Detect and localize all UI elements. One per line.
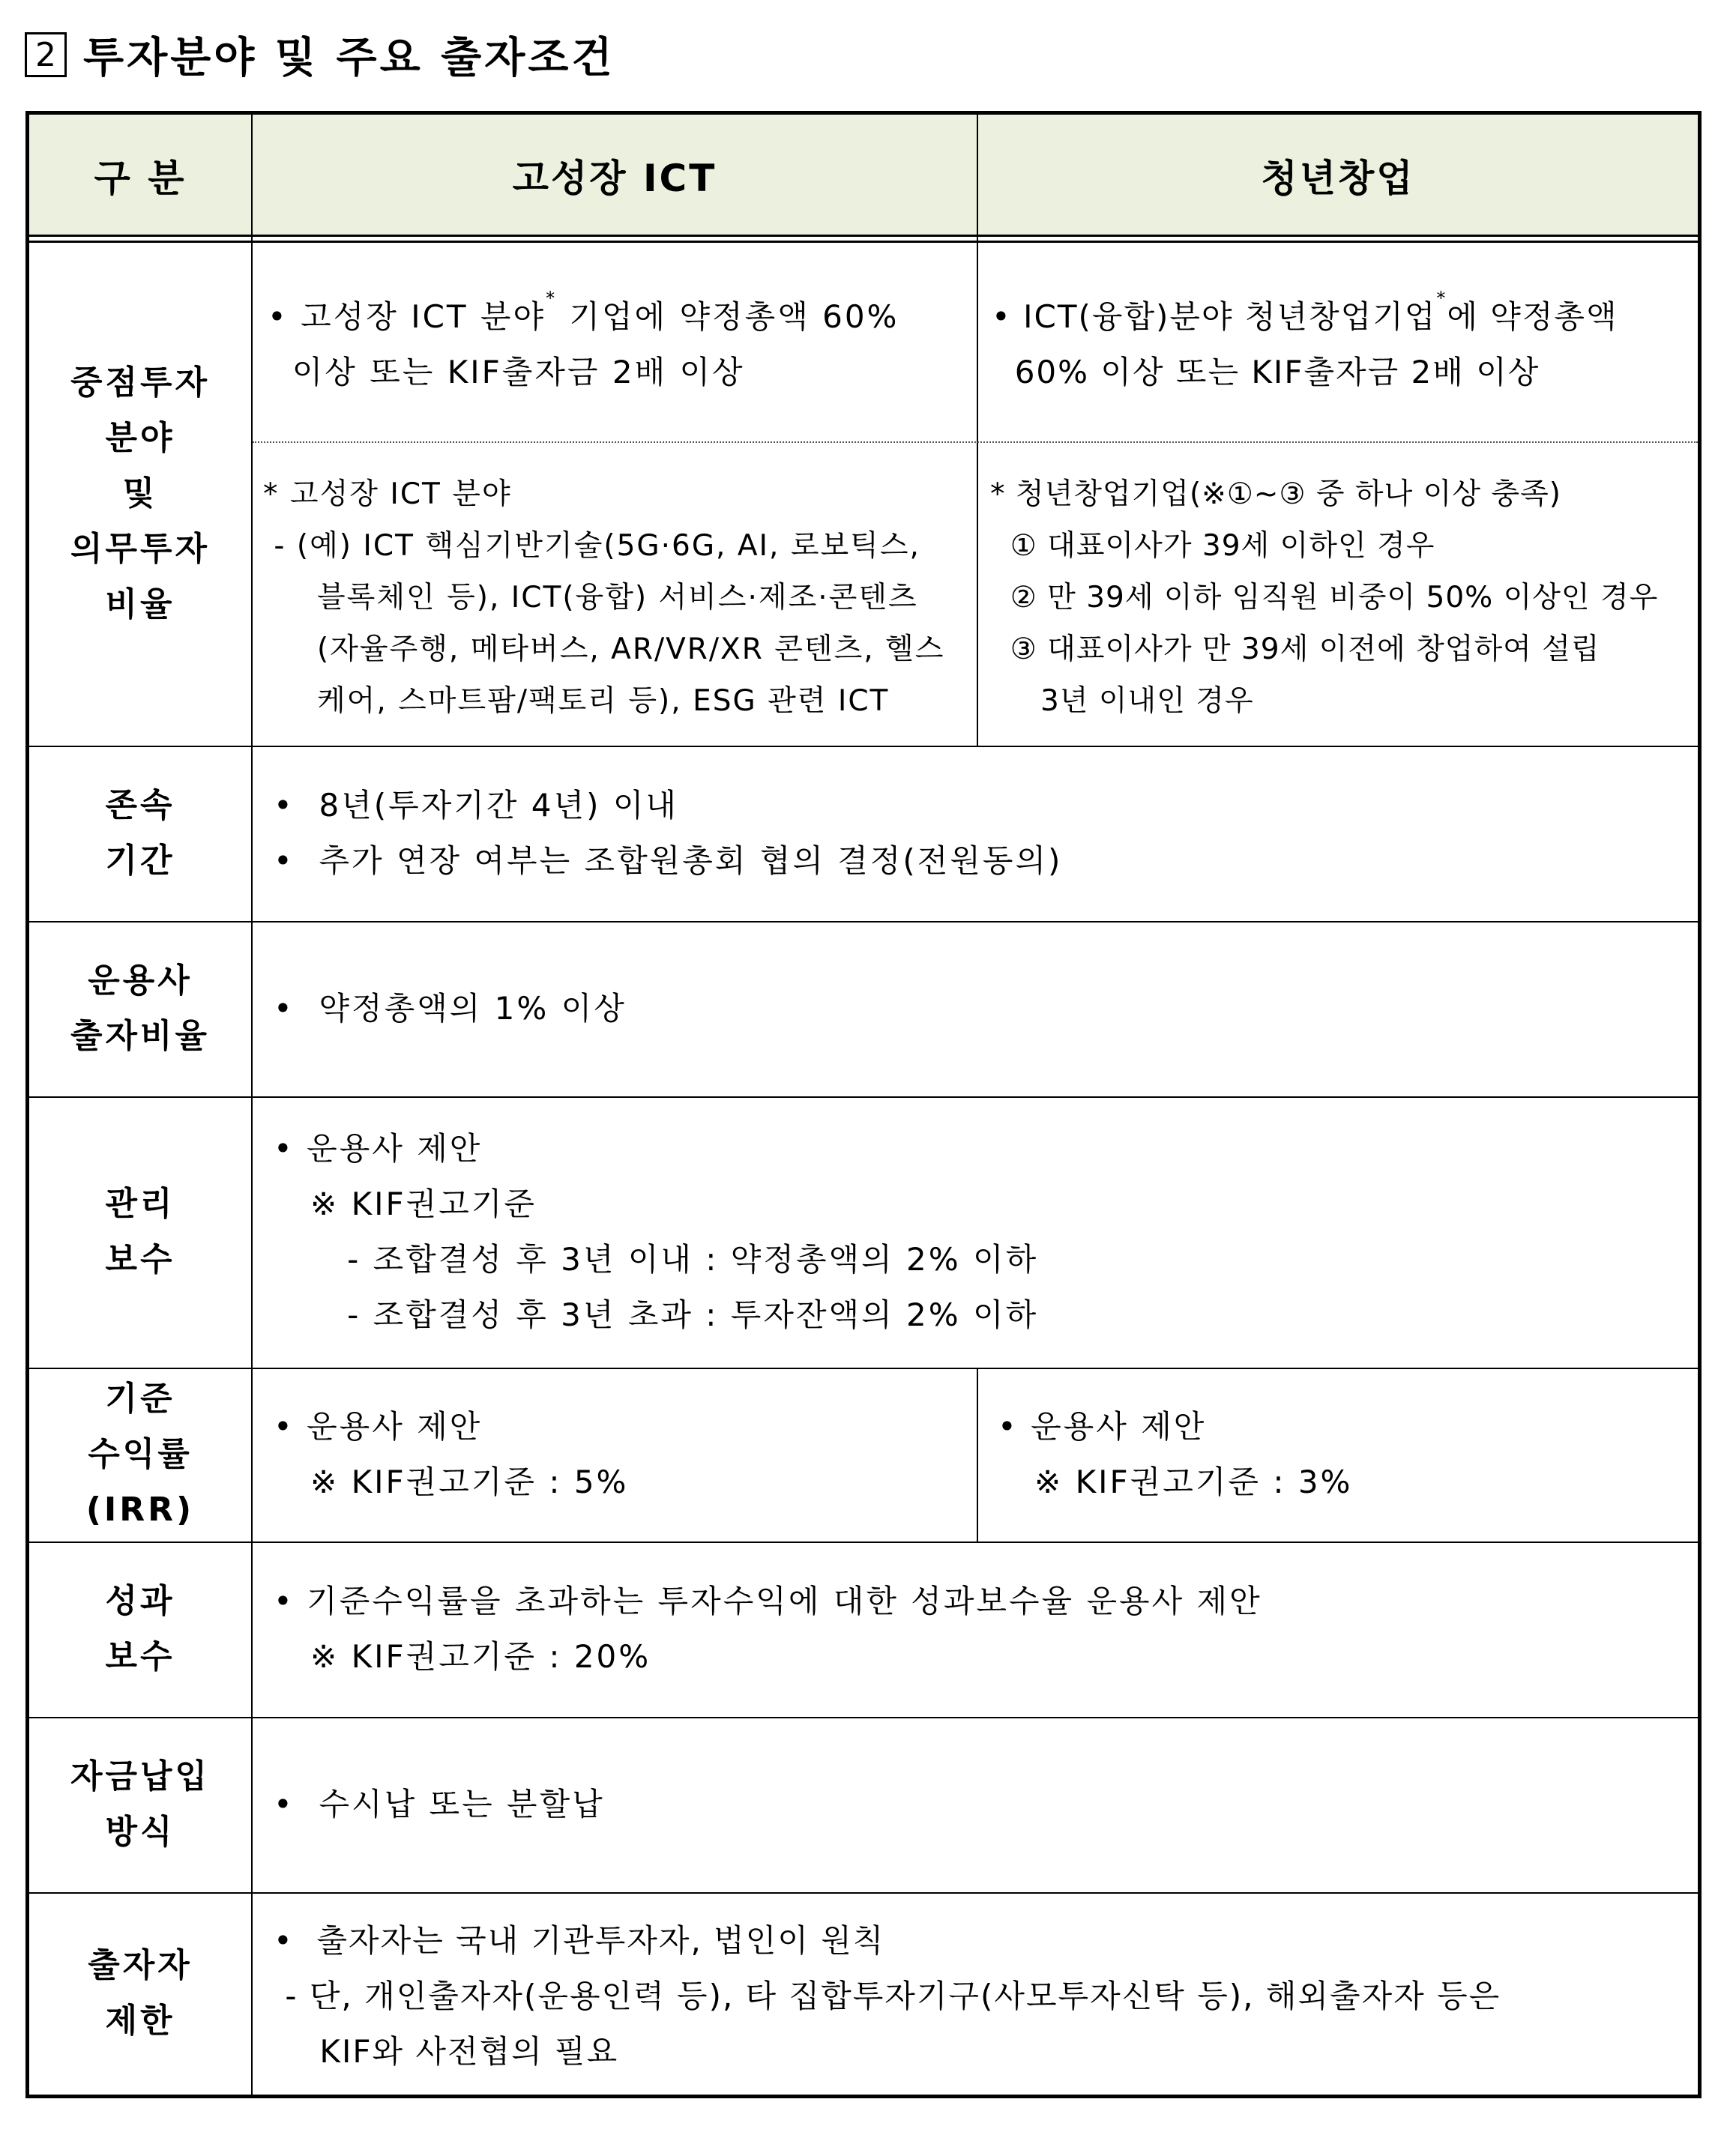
label-management-fee: 관리 보수 bbox=[105, 1185, 175, 1278]
focus-youth-note: * 청년창업기업(※①~③ 중 하나 이상 충족) ① 대표이사가 39세 이하인 경우 ② 만 39세 이하 임직원 비중이 50% 이상인 경우 ③ 대표이사가 만 39세 이전에 창업하여 설립 3년 이내인 경우 bbox=[990, 477, 1659, 718]
row-divider bbox=[29, 921, 1698, 923]
note-divider-dotted bbox=[253, 441, 1698, 443]
section-title bbox=[25, 28, 615, 81]
label-lp-restriction: 출자자 제한 bbox=[88, 1946, 193, 2040]
lp-restriction-text: • 출자자는 국내 기관투자자, 법인이 원칙 - 단, 개인출자자(운용인력 등), 타 집합투자기구(사모투자신탁 등), 해외출자자 등은 KIF와 사전협의 필요 bbox=[274, 1922, 1501, 2070]
carried-interest-text: • 기준수익률을 초과하는 투자수익에 대한 성과보수율 운용사 제안 ※ KIF권고기준 : 20% bbox=[274, 1583, 1262, 1675]
header-youth-startup: 청년창업 bbox=[1261, 157, 1415, 200]
label-hurdle-rate: 기준 수익률 (IRR) bbox=[85, 1380, 195, 1529]
label-duration: 존속 기간 bbox=[105, 786, 175, 880]
hurdle-youth-text: • 운용사 제안 ※ KIF권고기준 : 3% bbox=[998, 1408, 1353, 1500]
hurdle-ict-text: • 운용사 제안 ※ KIF권고기준 : 5% bbox=[274, 1408, 629, 1500]
header-high-growth-ict: 고성장 ICT bbox=[512, 157, 717, 200]
section-title-text: 투자분야 및 주요 출자조건 bbox=[83, 34, 615, 82]
duration-text: • 8년(투자기간 4년) 이내 • 추가 연장 여부는 조합원총회 협의 결정(전원동의) bbox=[274, 787, 1063, 879]
row-divider bbox=[29, 1892, 1698, 1894]
header-rule-double bbox=[29, 241, 1698, 243]
label-gp-ratio: 운용사 출자비율 bbox=[70, 961, 210, 1055]
row-divider bbox=[29, 746, 1698, 747]
header-category: 구 분 bbox=[94, 157, 187, 200]
section-number-box: 2 bbox=[25, 32, 67, 77]
row-divider bbox=[29, 1096, 1698, 1098]
focus-youth-requirement: • ICT(융합)분야 청년창업기업*에 약정총액 60% 이상 또는 KIF출자금 2배 이상 bbox=[992, 288, 1618, 390]
row-divider bbox=[29, 1541, 1698, 1543]
management-fee-text: • 운용사 제안 ※ KIF권고기준 - 조합결성 후 3년 이내 : 약정총액의 2% 이하 - 조합결성 후 3년 초과 : 투자잔액의 2% 이하 bbox=[274, 1130, 1039, 1333]
column-divider-1 bbox=[251, 115, 253, 2095]
label-capital-call: 자금납입 방식 bbox=[70, 1757, 210, 1851]
investment-conditions-table bbox=[25, 111, 1702, 2098]
gp-ratio-text: • 약정총액의 1% 이상 bbox=[274, 990, 627, 1027]
label-focus-investment: 중점투자 분야 및 의무투자 비율 bbox=[70, 363, 210, 623]
column-divider-2-hurdle bbox=[977, 1368, 978, 1541]
focus-ict-requirement: • 고성장 ICT 분야* 기업에 약정총액 60% 이상 또는 KIF출자금 2배 이상 bbox=[268, 288, 899, 390]
row-divider bbox=[29, 1368, 1698, 1369]
capital-call-text: • 수시납 또는 분할납 bbox=[274, 1786, 605, 1823]
row-divider bbox=[29, 1717, 1698, 1718]
focus-ict-note: * 고성장 ICT 분야 - (예) ICT 핵심기반기술(5G·6G, AI, 로보틱스, 블록체인 등), ICT(융합) 서비스·제조·콘텐츠 (자율주행, 메타버스, AR/VR/XR 콘텐츠, 헬스 케어, 스마트팜/팩토리 등), ESG 관련 ICT bbox=[263, 477, 945, 718]
label-carried-interest: 성과 보수 bbox=[105, 1582, 175, 1676]
